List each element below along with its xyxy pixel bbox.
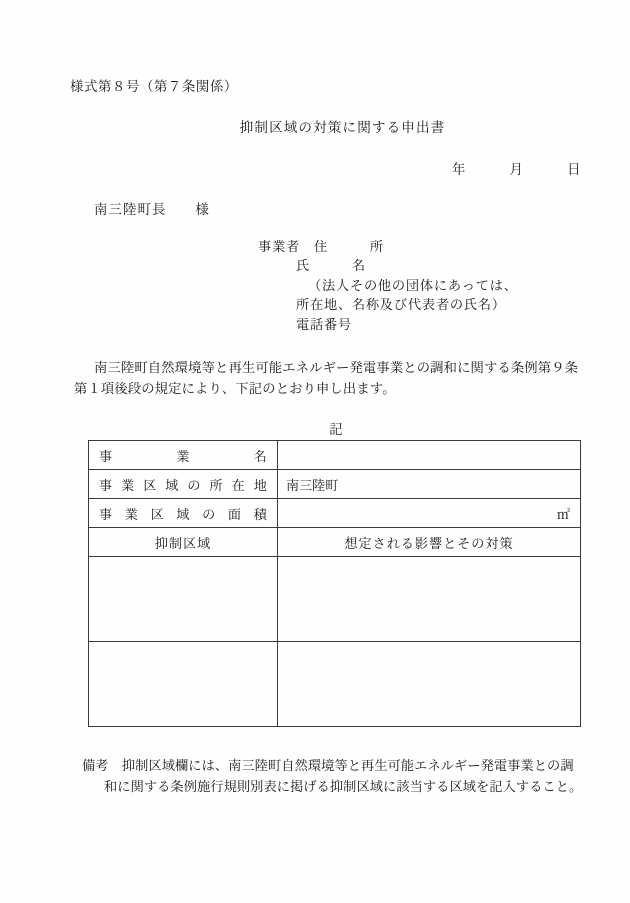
- table-row: [89, 642, 581, 727]
- addressee-line: 南三陸町長 様: [94, 203, 210, 218]
- applicant-address-line: 事業者 住 所: [258, 240, 384, 255]
- row-value-business-area-location[interactable]: 南三陸町: [278, 470, 581, 499]
- entry-cell-restricted-area-1[interactable]: [89, 557, 278, 642]
- column-header-restricted-area: 抑制区域: [89, 528, 278, 557]
- body-paragraph-line2: 第１項後段の規定により、下記のとおり申し出ます。: [74, 382, 396, 397]
- row-label-business-area-location: 事業区域の所在地: [89, 470, 278, 499]
- body-paragraph: [74, 358, 579, 400]
- table-row: [89, 499, 581, 528]
- applicant-phone-line: 電話番号: [296, 317, 352, 333]
- footnote-line1: 備考 抑制区域欄には、南三陸町自然環境等と再生可能エネルギー発電事業との調: [82, 759, 574, 774]
- entry-cell-impact-measures-2[interactable]: [278, 642, 581, 727]
- form-table: [88, 440, 581, 727]
- table-row: [89, 470, 581, 499]
- table-row: [89, 557, 581, 642]
- row-label-business-name: 事業名: [89, 441, 278, 470]
- applicant-corporate-note-line2: 所在地、名称及び代表者の氏名）: [296, 298, 506, 314]
- applicant-block: [258, 238, 518, 335]
- entry-cell-restricted-area-2[interactable]: [89, 642, 278, 727]
- row-label-business-area-size: 事業区域の面積: [89, 499, 278, 528]
- entry-cell-impact-measures-1[interactable]: [278, 557, 581, 642]
- table-header-row: [89, 528, 581, 557]
- column-header-impact-measures: 想定される影響とその対策: [278, 528, 581, 557]
- applicant-corporate-note-line1: （法人その他の団体にあっては、: [308, 278, 518, 294]
- table-row: [89, 441, 581, 470]
- date-line: 年 月 日: [452, 163, 582, 178]
- row-value-business-area-size[interactable]: ㎡: [278, 499, 581, 528]
- applicant-name-line: 氏 名: [296, 259, 366, 275]
- body-paragraph-line1: 南三陸町自然環境等と再生可能エネルギー発電事業との調和に関する条例第９条: [94, 361, 579, 376]
- page-title: 抑制区域の対策に関する申出書: [239, 120, 446, 136]
- ki-mark: 記: [329, 423, 343, 438]
- footnote-line2: 和に関する条例施行規則別表に掲げる抑制区域に該当する区域を記入すること。: [104, 780, 583, 795]
- footnote: [82, 756, 587, 798]
- row-value-business-name[interactable]: [278, 441, 581, 470]
- form-number: 様式第８号（第７条関係）: [70, 80, 238, 95]
